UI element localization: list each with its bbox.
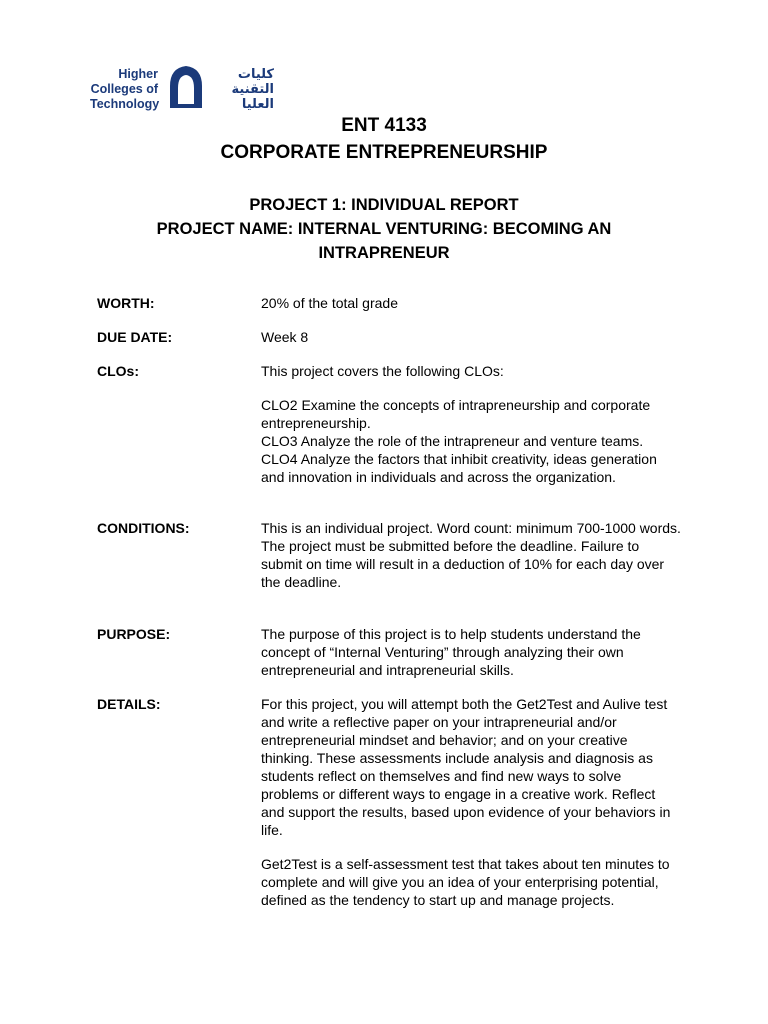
conditions-label: CONDITIONS: — [97, 520, 190, 536]
logo-line-technology: Technology — [90, 97, 160, 111]
conditions-value — [261, 519, 681, 591]
clo-item: CLO4 Analyze the factors that inhibit creativity, ideas generation and innovation in individuals and across the organization. — [261, 451, 657, 485]
project-title: PROJECT 1: INDIVIDUAL REPORT — [249, 196, 519, 214]
clo-item: CLO3 Analyze the role of the intrapreneur and venture teams. — [261, 433, 644, 449]
details-paragraph-1: For this project, you will attempt both the Get2Test and Aulive test and write a reflective paper on your intrapreneurial and/or entrepreneurial mindset and behavior; and on your creative thinking. These assessments include analysis and diagnosis as students reflect on themselves and find new ways to solve problems or different ways to engage in a creative work. Reflect and support the results, based upon evidence of your behaviors in life. — [261, 696, 671, 838]
logo-english-text — [90, 67, 158, 112]
clos-intro: This project covers the following CLOs: — [261, 363, 504, 379]
logo-line-colleges: Colleges of — [90, 82, 158, 96]
worth-value: 20% of the total grade — [261, 295, 398, 311]
worth-label: WORTH: — [97, 295, 155, 311]
course-code: ENT 4133 — [341, 115, 427, 136]
conditions-line: This is an individual project. Word count: minimum 700-1000 words. — [261, 520, 681, 536]
project-name-line-1: PROJECT NAME: INTERNAL VENTURING: BECOMING AN — [156, 220, 612, 238]
hct-logo — [90, 64, 280, 114]
clos-value — [261, 362, 681, 486]
clos-label: CLOs: — [97, 363, 139, 379]
due-date-value: Week 8 — [261, 329, 309, 345]
logo-arabic-text — [212, 66, 274, 111]
project-name-line-2: INTRAPRENEUR — [318, 244, 450, 262]
course-name: CORPORATE ENTREPRENEURSHIP — [220, 142, 548, 163]
arch-logo-icon — [166, 64, 206, 110]
details-value — [261, 695, 681, 909]
logo-arabic-line-2: التقنية — [231, 81, 274, 96]
conditions-line: The project must be submitted before the deadline. Failure to submit on time will result in a deduction of 10% for each day over the deadline. — [261, 538, 665, 590]
due-date-label: DUE DATE: — [97, 329, 173, 345]
logo-arabic-line-1: كليات — [237, 66, 274, 81]
logo-arabic-line-3: العليا — [241, 96, 274, 111]
purpose-value: The purpose of this project is to help students understand the concept of “Internal Venturing” through analyzing their own entrepreneurial and intrapreneurial skills. — [261, 626, 641, 678]
logo-line-higher: Higher — [118, 67, 158, 81]
purpose-label: PURPOSE: — [97, 626, 171, 642]
details-label: DETAILS: — [97, 696, 161, 712]
clo-item: CLO2 Examine the concepts of intrapreneurship and corporate entrepreneurship. — [261, 397, 651, 431]
details-paragraph-2: Get2Test is a self-assessment test that takes about ten minutes to complete and will give you an idea of your enterprising potential, defined as the tendency to start up and manage projects. — [261, 856, 670, 908]
